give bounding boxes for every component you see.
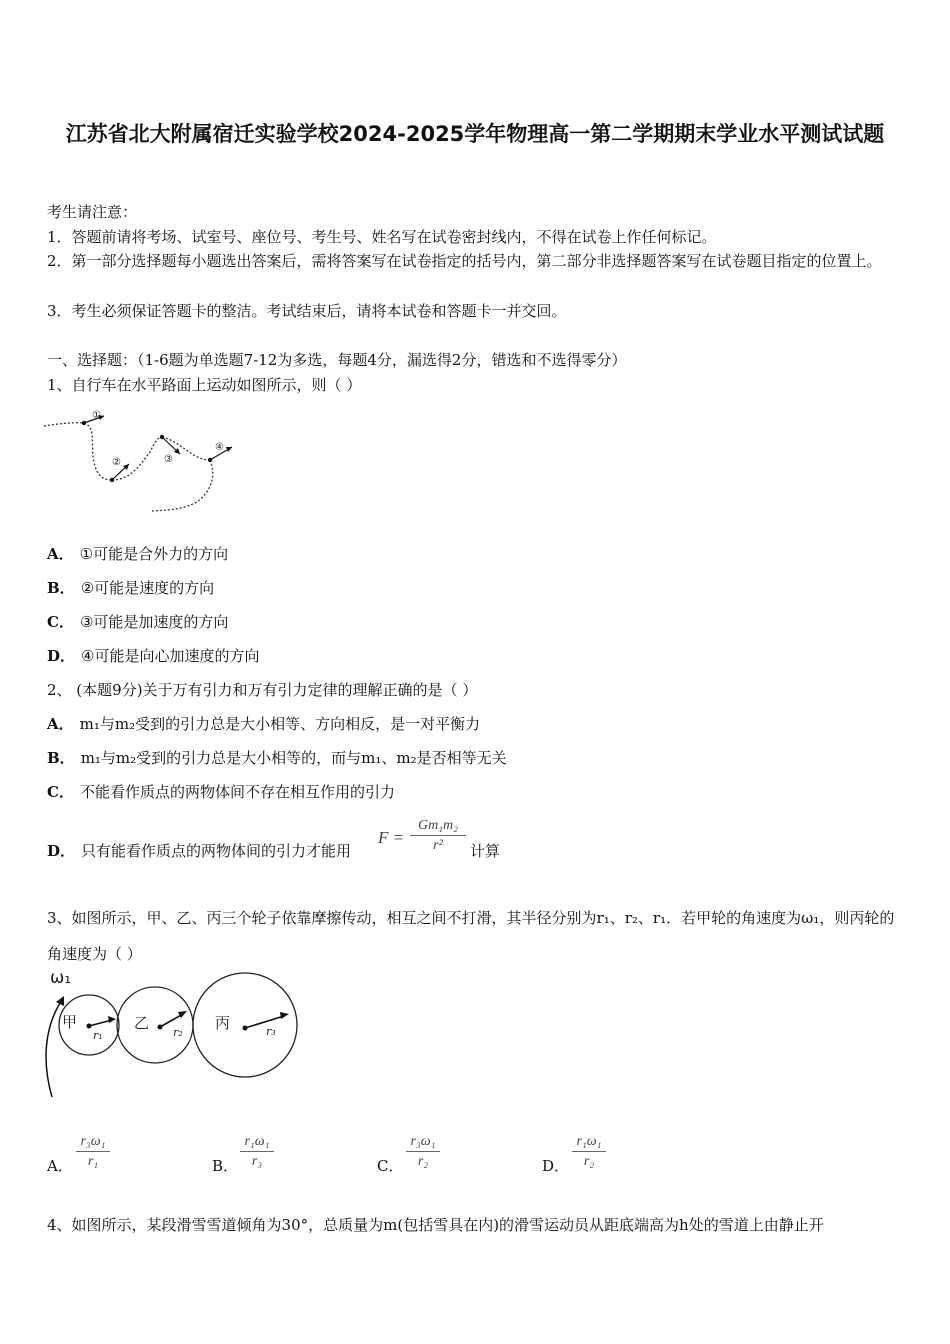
gravitation-formula: $\frac{\text{Gm₁m₂}}{\text{r²}}$ [410,818,466,854]
q3-option-a-fraction: $\frac{\text{r₃ω₁}}{\text{r₁}}$ [76,1134,110,1170]
bicycle-path-figure [42,402,242,512]
question-2-stem: 2、 (本题9分)关于万有引力和万有引力定律的理解正确的是（ ） [47,681,478,699]
label-4: ④ [215,442,224,453]
q1-option-c[interactable]: C． ③可能是加速度的方向 [47,613,229,631]
q1-option-d[interactable]: D． ④可能是向心加速度的方向 [47,647,260,665]
q3-option-d-fraction: $\frac{\text{r₁ω₁}}{\text{r₂}}$ [572,1134,606,1170]
wheel-jia-label: 甲 [62,1013,78,1031]
q3-option-c-fraction: $\frac{\text{r₃ω₁}}{\text{r₂}}$ [406,1134,440,1170]
formula-lhs: F = [378,828,405,847]
radius-label: r₁ [93,1029,103,1042]
q2-option-b[interactable]: B． m₁与m₂受到的引力总是大小相等的，而与m₁、m₂是否相等无关 [47,749,507,767]
label-1: ① [92,410,101,421]
radius-label: r₃ [266,1025,276,1038]
q3-option-b-letter[interactable]: B． [212,1157,239,1175]
q3-option-d-letter[interactable]: D． [542,1157,570,1175]
q1-option-b[interactable]: B． ②可能是速度的方向 [47,579,215,597]
question-3-stem: 3、如图所示，甲、乙、丙三个轮子依靠摩擦传动，相互之间不打滑，其半径分别为r₁、r₂、r₁．若甲轮的角速度为ω₁，则丙轮的角速度为（ ） [47,909,895,963]
section-heading: 一、选择题：（1-6题为单选题7-12为多选，每题4分，漏选得2分，错选和不选得零分） [47,351,627,369]
q2-option-d[interactable]: D． 只有能看作质点的两物体间的引力才能用 [47,842,352,860]
label-3: ③ [164,454,173,465]
wheel-yi-label: 乙 [134,1014,150,1032]
wheel-bing-label: 丙 [215,1014,231,1032]
wheels-figure [40,962,302,1102]
q3-option-b-fraction: $\frac{\text{r₁ω₁}}{\text{r₃}}$ [240,1134,274,1170]
radius-label: r₂ [173,1026,183,1039]
notice-heading: 考生请注意： [47,203,138,221]
q3-option-a-letter[interactable]: A． [47,1157,73,1175]
q1-option-a[interactable]: A． ①可能是合外力的方向 [47,545,229,563]
notice-item: 3．考生必须保证答题卡的整洁。考试结束后，请将本试卷和答题卡一并交回。 [47,302,567,320]
q3-option-c-letter[interactable]: C． [377,1157,404,1175]
q2-option-a[interactable]: A． m₁与m₂受到的引力总是大小相等、方向相反，是一对平衡力 [47,715,481,733]
question-1-stem: 1、自行车在水平路面上运动如图所示，则（ ） [47,376,362,394]
omega-label: ω₁ [50,968,72,988]
notice-item: 2．第一部分选择题每小题选出答案后，需将答案写在试卷指定的括号内，第二部分非选择题答案写在试卷题目指定的位置上。 [47,252,882,270]
label-2: ② [112,457,121,468]
q2-option-c[interactable]: C． 不能看作质点的两物体间不存在相互作用的引力 [47,783,395,801]
page-title: 江苏省北大附属宿迁实验学校2024-2025学年物理高一第二学期期末学业水平测试试题 [65,122,885,146]
d-suffix: 计算 [470,842,501,860]
notice-item: 1．答题前请将考场、试室号、座位号、考生号、姓名写在试卷密封线内，不得在试卷上作任何标记。 [47,228,717,246]
question-4-stem: 4、如图所示，某段滑雪雪道倾角为30°，总质量为m(包括雪具在内)的滑雪运动员从距底端高为h处的雪道上由静止开 [47,1216,824,1234]
